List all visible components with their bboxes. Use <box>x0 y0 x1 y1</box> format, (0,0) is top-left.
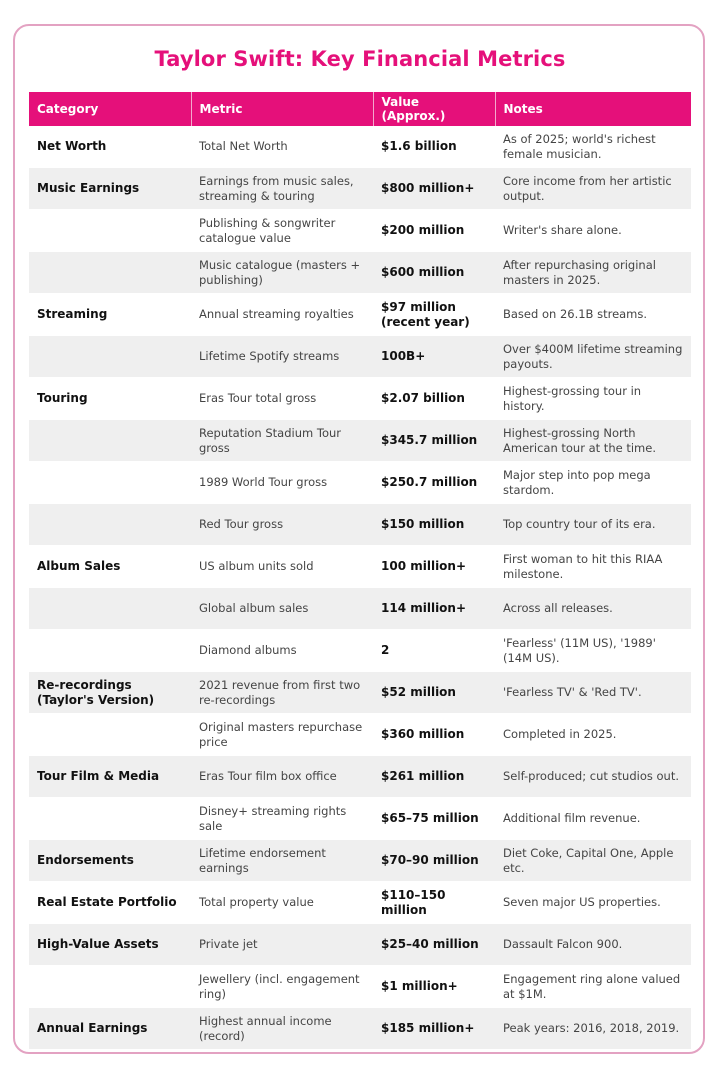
category-cell <box>29 966 191 1008</box>
metric-cell: Jewellery (incl. engagement ring) <box>191 966 373 1008</box>
value-cell: $70–90 million <box>373 840 495 882</box>
notes-cell: Top country tour of its era. <box>495 504 691 546</box>
metric-cell: Disney+ streaming rights sale <box>191 798 373 840</box>
value-cell: $1 million+ <box>373 966 495 1008</box>
metric-cell: Reputation Stadium Tour gross <box>191 420 373 462</box>
category-cell <box>29 210 191 252</box>
value-cell: $600 million <box>373 252 495 294</box>
metric-cell: Private jet <box>191 924 373 966</box>
category-cell: Endorsements <box>29 840 191 882</box>
category-cell <box>29 504 191 546</box>
value-cell: 100 million+ <box>373 546 495 588</box>
category-cell <box>29 714 191 756</box>
notes-cell: After repurchasing original masters in 2025. <box>495 252 691 294</box>
notes-cell: As of 2025; world's richest female musician. <box>495 126 691 168</box>
category-cell <box>29 462 191 504</box>
value-cell: $110–150 million <box>373 882 495 924</box>
notes-cell: 'Fearless TV' & 'Red TV'. <box>495 672 691 714</box>
table-row <box>29 294 691 336</box>
notes-cell: First woman to hit this RIAA milestone. <box>495 546 691 588</box>
table-row <box>29 210 691 252</box>
header-notes: Notes <box>495 92 691 126</box>
table-row <box>29 546 691 588</box>
notes-cell: Across all releases. <box>495 588 691 630</box>
value-cell: $250.7 million <box>373 462 495 504</box>
table-row <box>29 504 691 546</box>
metric-cell: 1989 World Tour gross <box>191 462 373 504</box>
metric-cell: 2021 revenue from first two re-recordings <box>191 672 373 714</box>
table-row <box>29 168 691 210</box>
table-row <box>29 1008 691 1050</box>
category-cell <box>29 420 191 462</box>
table-row <box>29 966 691 1008</box>
table-row <box>29 630 691 672</box>
metric-cell: Lifetime Spotify streams <box>191 336 373 378</box>
category-cell <box>29 630 191 672</box>
metric-cell: US album units sold <box>191 546 373 588</box>
table-row <box>29 672 691 714</box>
value-cell: $2.07 billion <box>373 378 495 420</box>
metric-cell: Highest annual income (record) <box>191 1008 373 1050</box>
notes-cell: Based on 26.1B streams. <box>495 294 691 336</box>
value-cell: $185 million+ <box>373 1008 495 1050</box>
metric-cell: Annual streaming royalties <box>191 294 373 336</box>
notes-cell: Peak years: 2016, 2018, 2019. <box>495 1008 691 1050</box>
value-cell: $65–75 million <box>373 798 495 840</box>
category-cell <box>29 336 191 378</box>
notes-cell: Dassault Falcon 900. <box>495 924 691 966</box>
table-row <box>29 756 691 798</box>
category-cell: Re-recordings (Taylor's Version) <box>29 672 191 714</box>
category-cell: Net Worth <box>29 126 191 168</box>
value-cell: 114 million+ <box>373 588 495 630</box>
notes-cell: Additional film revenue. <box>495 798 691 840</box>
value-cell: $800 million+ <box>373 168 495 210</box>
notes-cell: Engagement ring alone valued at $1M. <box>495 966 691 1008</box>
metric-cell: Publishing & songwriter catalogue value <box>191 210 373 252</box>
value-cell: $200 million <box>373 210 495 252</box>
page-title: Taylor Swift: Key Financial Metrics <box>154 47 566 71</box>
notes-cell: Self-produced; cut studios out. <box>495 756 691 798</box>
table-row <box>29 798 691 840</box>
metric-cell: Red Tour gross <box>191 504 373 546</box>
category-cell <box>29 252 191 294</box>
category-cell: Music Earnings <box>29 168 191 210</box>
value-cell: $97 million (recent year) <box>373 294 495 336</box>
table-row <box>29 882 691 924</box>
table-row <box>29 252 691 294</box>
category-cell: Album Sales <box>29 546 191 588</box>
value-cell: $261 million <box>373 756 495 798</box>
metric-cell: Global album sales <box>191 588 373 630</box>
value-cell: $360 million <box>373 714 495 756</box>
header-metric: Metric <box>191 92 373 126</box>
notes-cell: Diet Coke, Capital One, Apple etc. <box>495 840 691 882</box>
value-cell: 2 <box>373 630 495 672</box>
value-cell: 100B+ <box>373 336 495 378</box>
table-row <box>29 378 691 420</box>
category-cell <box>29 588 191 630</box>
category-cell: High-Value Assets <box>29 924 191 966</box>
table-body <box>29 126 691 1050</box>
financial-metrics-table <box>29 92 691 1050</box>
notes-cell: Major step into pop mega stardom. <box>495 462 691 504</box>
table-row <box>29 588 691 630</box>
table-row <box>29 840 691 882</box>
value-cell: $52 million <box>373 672 495 714</box>
value-cell: $25–40 million <box>373 924 495 966</box>
category-cell: Tour Film & Media <box>29 756 191 798</box>
header-category: Category <box>29 92 191 126</box>
metric-cell: Original masters repurchase price <box>191 714 373 756</box>
metric-cell: Total Net Worth <box>191 126 373 168</box>
notes-cell: Writer's share alone. <box>495 210 691 252</box>
category-cell: Touring <box>29 378 191 420</box>
metric-cell: Lifetime endorsement earnings <box>191 840 373 882</box>
table-row <box>29 126 691 168</box>
table-row <box>29 336 691 378</box>
metric-cell: Diamond albums <box>191 630 373 672</box>
header-value: Value (Approx.) <box>373 92 495 126</box>
notes-cell: Core income from her artistic output. <box>495 168 691 210</box>
metric-cell: Music catalogue (masters + publishing) <box>191 252 373 294</box>
table-row <box>29 924 691 966</box>
metric-cell: Total property value <box>191 882 373 924</box>
table-row <box>29 462 691 504</box>
metric-cell: Earnings from music sales, streaming & touring <box>191 168 373 210</box>
category-cell: Real Estate Portfolio <box>29 882 191 924</box>
notes-cell: Highest-grossing North American tour at the time. <box>495 420 691 462</box>
notes-cell: Seven major US properties. <box>495 882 691 924</box>
table-row <box>29 714 691 756</box>
notes-cell: Highest-grossing tour in history. <box>495 378 691 420</box>
value-cell: $1.6 billion <box>373 126 495 168</box>
value-cell: $150 million <box>373 504 495 546</box>
category-cell <box>29 798 191 840</box>
metric-cell: Eras Tour film box office <box>191 756 373 798</box>
category-cell: Streaming <box>29 294 191 336</box>
category-cell: Annual Earnings <box>29 1008 191 1050</box>
notes-cell: Completed in 2025. <box>495 714 691 756</box>
table-row <box>29 420 691 462</box>
value-cell: $345.7 million <box>373 420 495 462</box>
notes-cell: Over $400M lifetime streaming payouts. <box>495 336 691 378</box>
table-header-row <box>29 92 691 126</box>
notes-cell: 'Fearless' (11M US), '1989' (14M US). <box>495 630 691 672</box>
metric-cell: Eras Tour total gross <box>191 378 373 420</box>
